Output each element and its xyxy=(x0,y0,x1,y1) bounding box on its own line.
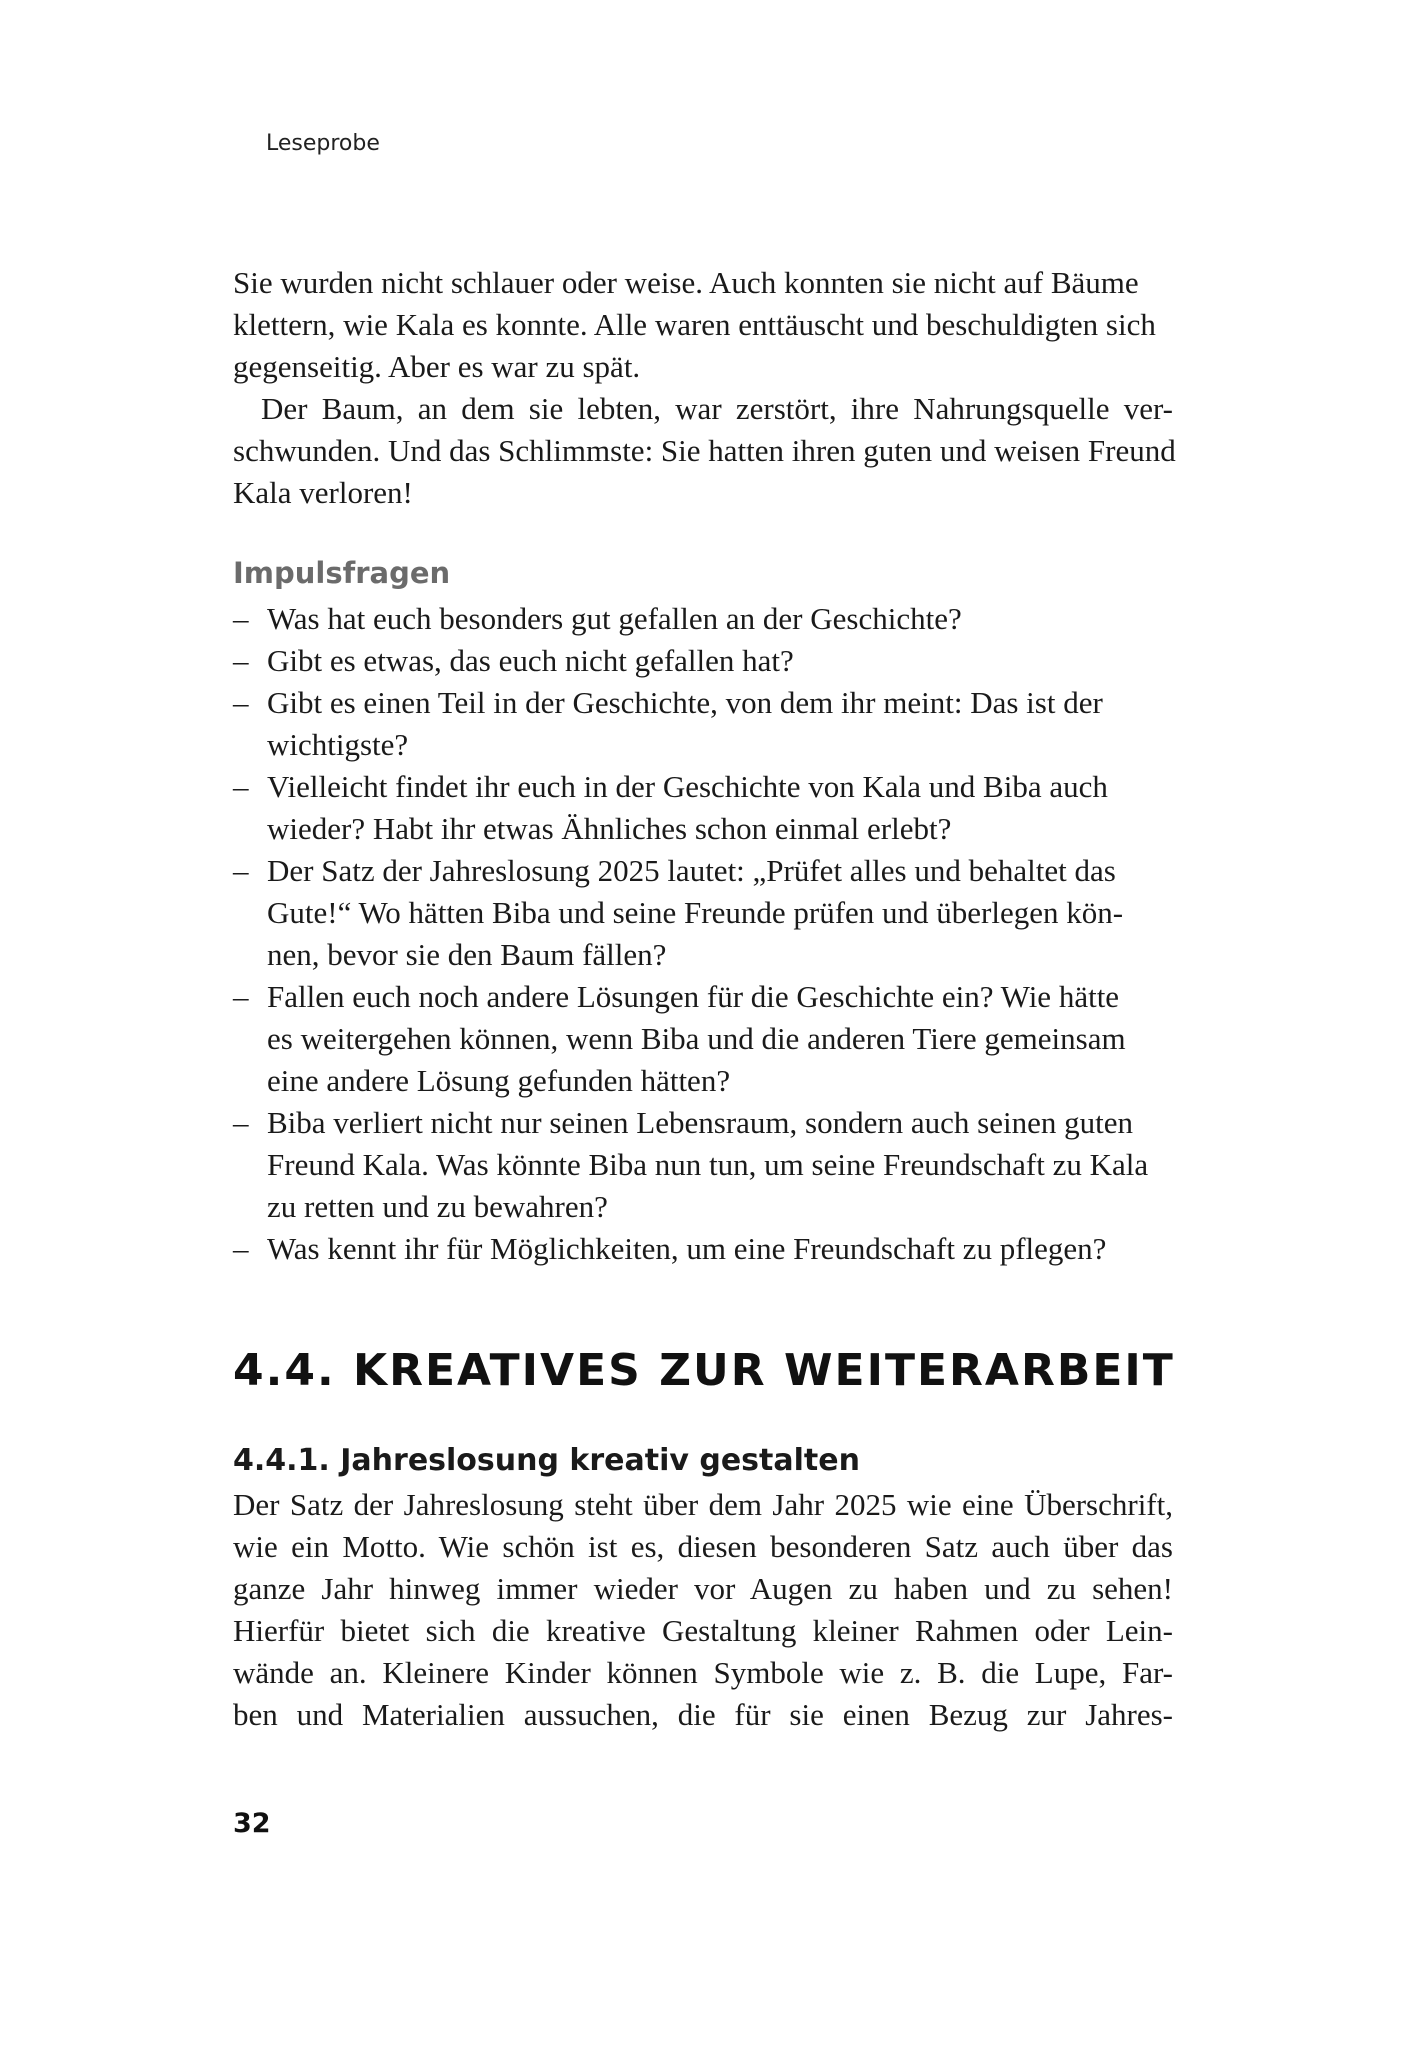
text-line: gegenseitig. Aber es war zu spät. xyxy=(233,349,641,384)
list-item-line: Gibt es einen Teil in der Geschichte, von dem ihr meint: Das ist der xyxy=(267,685,1103,720)
section-paragraph xyxy=(233,1484,1173,1736)
text-line: klettern, wie Kala es konnte. Alle waren enttäuscht und beschuldigten sich xyxy=(233,307,1156,342)
section-heading: 4.4. KREATIVES ZUR WEITERARBEIT xyxy=(233,1345,1175,1396)
dash-bullet: – xyxy=(233,685,249,720)
story-paragraph-1 xyxy=(233,262,1173,388)
list-item xyxy=(233,598,1173,640)
list-item-line: Gibt es etwas, das euch nicht gefallen hat? xyxy=(267,643,794,678)
text-line: ben und Materialien aussuchen, die für sie einen Bezug zur Jahres- xyxy=(233,1697,1173,1732)
story-paragraph-2 xyxy=(233,388,1176,514)
list-item xyxy=(233,682,1173,766)
dash-bullet: – xyxy=(233,643,249,678)
list-item-line: Der Satz der Jahreslosung 2025 lautet: „Prüfet alles und behaltet das xyxy=(267,853,1116,888)
list-item xyxy=(233,1228,1173,1270)
text-line: wie ein Motto. Wie schön ist es, diesen besonderen Satz auch über das xyxy=(233,1529,1173,1564)
list-item-line: eine andere Lösung gefunden hätten? xyxy=(267,1063,731,1098)
text-line: wände an. Kleinere Kinder können Symbole wie z. B. die Lupe, Far- xyxy=(233,1655,1173,1690)
text-line: Sie wurden nicht schlauer oder weise. Auch konnten sie nicht auf Bäume xyxy=(233,265,1139,300)
list-item-line: Gute!“ Wo hätten Biba und seine Freunde prüfen und überlegen kön- xyxy=(267,895,1124,930)
dash-bullet: – xyxy=(233,769,249,804)
list-item-line: wieder? Habt ihr etwas Ähnliches schon einmal erlebt? xyxy=(267,811,952,846)
list-item xyxy=(233,766,1173,850)
text-line: Der Satz der Jahreslosung steht über dem Jahr 2025 wie eine Überschrift, xyxy=(233,1487,1173,1522)
list-item-line: Was hat euch besonders gut gefallen an der Geschichte? xyxy=(267,601,962,636)
list-item xyxy=(233,640,1173,682)
list-item xyxy=(233,976,1173,1102)
text-line: Der Baum, an dem sie lebten, war zerstört, ihre Nahrungsquelle ver- xyxy=(261,391,1173,426)
list-item-line: Vielleicht findet ihr euch in der Geschichte von Kala und Biba auch xyxy=(267,769,1108,804)
text-line: Kala verloren! xyxy=(233,475,413,510)
page-number: 32 xyxy=(233,1808,271,1839)
list-item-line: es weitergehen können, wenn Biba und die anderen Tiere gemeinsam xyxy=(267,1021,1126,1056)
subsection-heading: 4.4.1. Jahreslosung kreativ gestalten xyxy=(233,1443,860,1478)
list-item-line: Biba verliert nicht nur seinen Lebensraum, sondern auch seinen guten xyxy=(267,1105,1134,1140)
text-line: Hierfür bietet sich die kreative Gestaltung kleiner Rahmen oder Lein- xyxy=(233,1613,1173,1648)
list-item-line: Freund Kala. Was könnte Biba nun tun, um seine Freundschaft zu Kala xyxy=(267,1147,1149,1182)
list-item-line: wichtigste? xyxy=(267,727,409,762)
list-item-line: Was kennt ihr für Möglichkeiten, um eine Freundschaft zu pflegen? xyxy=(267,1231,1107,1266)
impulsfragen-list xyxy=(233,598,1173,1270)
dash-bullet: – xyxy=(233,979,249,1014)
list-item-line: zu retten und zu bewahren? xyxy=(267,1189,608,1224)
list-item xyxy=(233,1102,1173,1228)
list-item xyxy=(233,850,1173,976)
dash-bullet: – xyxy=(233,1105,249,1140)
dash-bullet: – xyxy=(233,1231,249,1266)
dash-bullet: – xyxy=(233,853,249,888)
text-line: ganze Jahr hinweg immer wieder vor Augen zu haben und zu sehen! xyxy=(233,1571,1173,1606)
list-item-line: nen, bevor sie den Baum fällen? xyxy=(267,937,667,972)
text-line: schwunden. Und das Schlimmste: Sie hatten ihren guten und weisen Freund xyxy=(233,433,1176,468)
dash-bullet: – xyxy=(233,601,249,636)
impulsfragen-title: Impulsfragen xyxy=(233,556,451,590)
running-header: Leseprobe xyxy=(266,131,380,156)
list-item-line: Fallen euch noch andere Lösungen für die Geschichte ein? Wie hätte xyxy=(267,979,1120,1014)
